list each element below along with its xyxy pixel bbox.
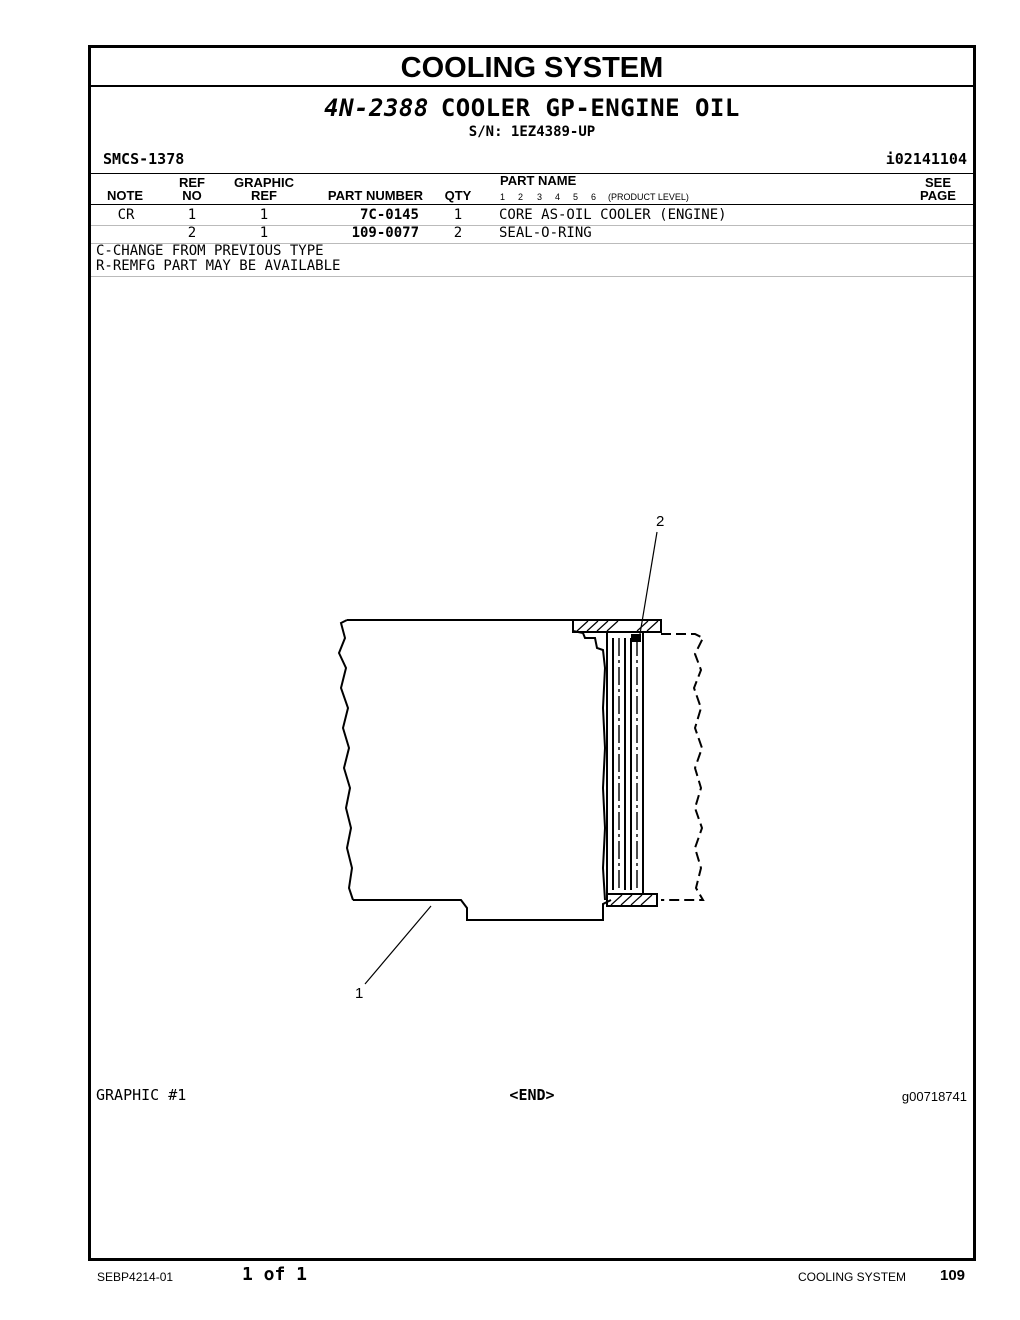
callout-2: 2: [656, 513, 665, 530]
smcs-code: SMCS-1378: [103, 150, 185, 168]
col-graphic-bottom: REF: [251, 188, 277, 203]
row-2-graphic-ref: 1: [259, 225, 269, 241]
level-4: 4: [555, 192, 561, 202]
note-remfg: R-REMFG PART MAY BE AVAILABLE: [96, 258, 341, 274]
col-part-number: PART NUMBER: [327, 188, 423, 203]
page-frame: [88, 45, 976, 1261]
row-1-ref-no: 1: [187, 207, 197, 223]
row-2-part-name: SEAL-O-RING: [499, 225, 592, 241]
row-2-qty: 2: [453, 225, 463, 241]
graphic-id: g00718741: [901, 1089, 967, 1104]
section-title: COOLING SYSTEM: [91, 48, 973, 87]
col-see-bottom: PAGE: [920, 188, 956, 203]
level-3: 3: [537, 192, 543, 202]
graphic-label: GRAPHIC #1: [96, 1086, 187, 1104]
col-graphic-top: GRAPHIC: [234, 175, 294, 190]
level-2: 2: [518, 192, 524, 202]
product-level-label: (PRODUCT LEVEL): [608, 192, 689, 202]
level-1: 1: [500, 192, 506, 202]
row-2-ref-no: 2: [187, 225, 197, 241]
col-ref-top: REF: [179, 175, 205, 190]
row-1-part-name: CORE AS-OIL COOLER (ENGINE): [499, 207, 727, 223]
footer-section: COOLING SYSTEM: [798, 1270, 907, 1284]
level-5: 5: [573, 192, 579, 202]
col-see-top: SEE: [924, 175, 951, 190]
document-identifier: i02141104: [885, 150, 967, 168]
callout-1: 1: [355, 985, 364, 1002]
serial-number: S/N: 1EZ4389-UP: [468, 124, 596, 140]
col-part-name: PART NAME: [500, 173, 577, 188]
group-name: COOLER GP-ENGINE OIL: [440, 94, 740, 122]
row-2-part-number: 109-0077: [351, 225, 419, 241]
end-marker: <END>: [509, 1086, 555, 1104]
footer-page-number: 109: [940, 1267, 966, 1284]
col-note: NOTE: [106, 188, 144, 203]
group-part-number: 4N-2388: [324, 94, 429, 122]
note-change: C-CHANGE FROM PREVIOUS TYPE: [96, 243, 324, 259]
footer-page-of: 1 of 1: [242, 1264, 308, 1285]
row-1-graphic-ref: 1: [259, 207, 269, 223]
col-qty: QTY: [444, 188, 472, 203]
row-1-note: CR: [117, 207, 135, 223]
footer-doc-number: SEBP4214-01: [97, 1270, 174, 1284]
level-6: 6: [591, 192, 597, 202]
oil-cooler-illustration: [91, 48, 973, 1148]
row-1-qty: 1: [453, 207, 463, 223]
col-ref-bottom: NO: [182, 188, 202, 203]
row-1-part-number: 7C-0145: [359, 207, 419, 223]
